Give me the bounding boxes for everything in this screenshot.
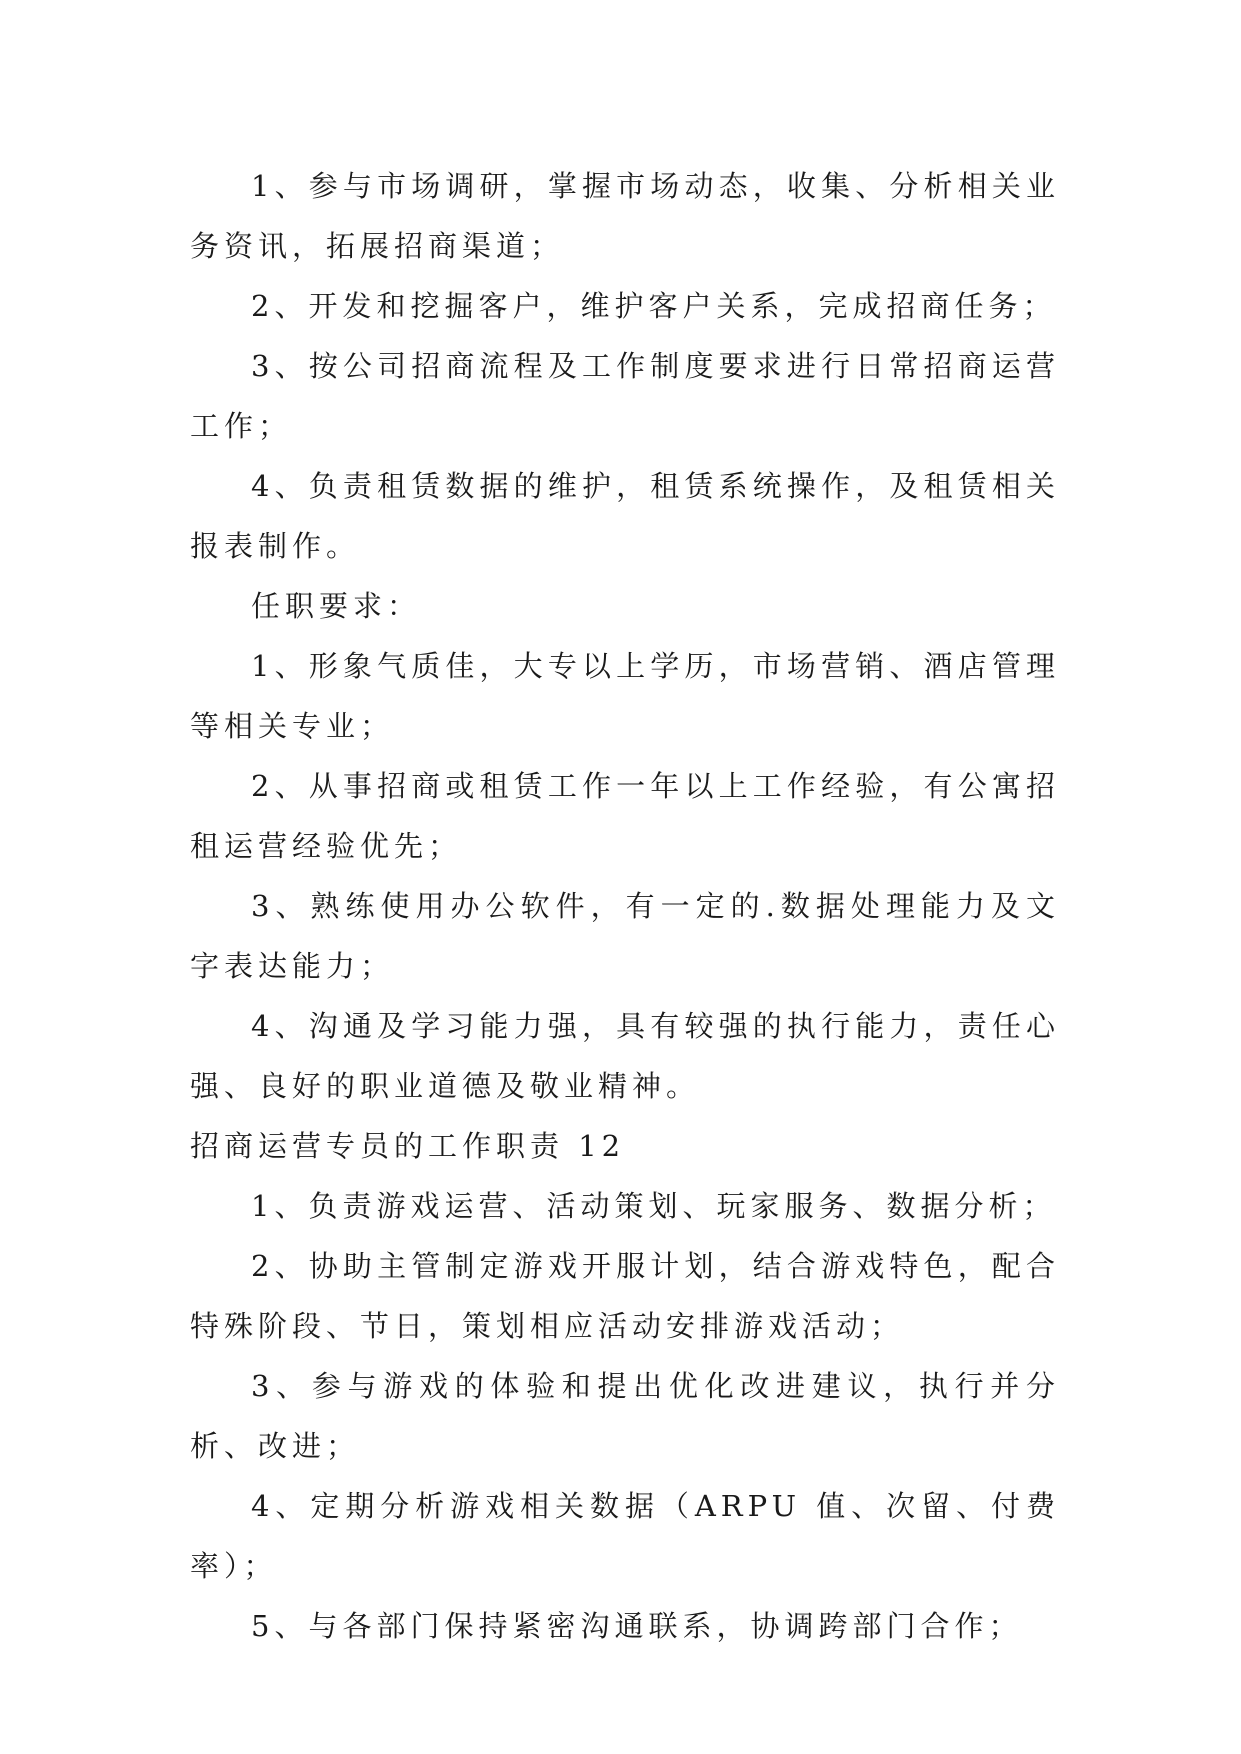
paragraph-7: 2、从事招商或租赁工作一年以上工作经验，有公寓招租运营经验优先； xyxy=(190,769,1060,863)
paragraph-9: 4、沟通及学习能力强，具有较强的执行能力，责任心强、良好的职业道德及敬业精神。 xyxy=(190,1009,1060,1103)
paragraph-1: 1、参与市场调研，掌握市场动态，收集、分析相关业务资讯，拓展招商渠道； xyxy=(190,169,1060,263)
paragraph-2: 2、开发和挖掘客户，维护客户关系，完成招商任务； xyxy=(251,289,1057,323)
paragraph-15: 5、与各部门保持紧密沟通联系，协调跨部门合作； xyxy=(251,1609,1023,1643)
paragraph-13: 3、参与游戏的体验和提出优化改进建议，执行并分析、改进； xyxy=(190,1369,1060,1463)
paragraph-14: 4、定期分析游戏相关数据（ARPU 值、次留、付费率）； xyxy=(190,1489,1060,1583)
document-body xyxy=(190,156,1060,1656)
paragraph-8: 3、熟练使用办公软件，有一定的.数据处理能力及文字表达能力； xyxy=(190,889,1060,983)
paragraph-3: 3、按公司招商流程及工作制度要求进行日常招商运营工作； xyxy=(190,349,1060,443)
paragraph-4: 4、负责租赁数据的维护，租赁系统操作，及租赁相关报表制作。 xyxy=(190,469,1060,563)
paragraph-12: 2、协助主管制定游戏开服计划，结合游戏特色，配合特殊阶段、节日，策划相应活动安排游戏活动； xyxy=(190,1249,1060,1343)
paragraph-6: 1、形象气质佳，大专以上学历，市场营销、酒店管理等相关专业； xyxy=(190,649,1060,743)
section-title: 招商运营专员的工作职责 12 xyxy=(190,1129,626,1163)
requirements-heading: 任职要求： xyxy=(251,589,422,623)
paragraph-11: 1、负责游戏运营、活动策划、玩家服务、数据分析； xyxy=(251,1189,1057,1223)
